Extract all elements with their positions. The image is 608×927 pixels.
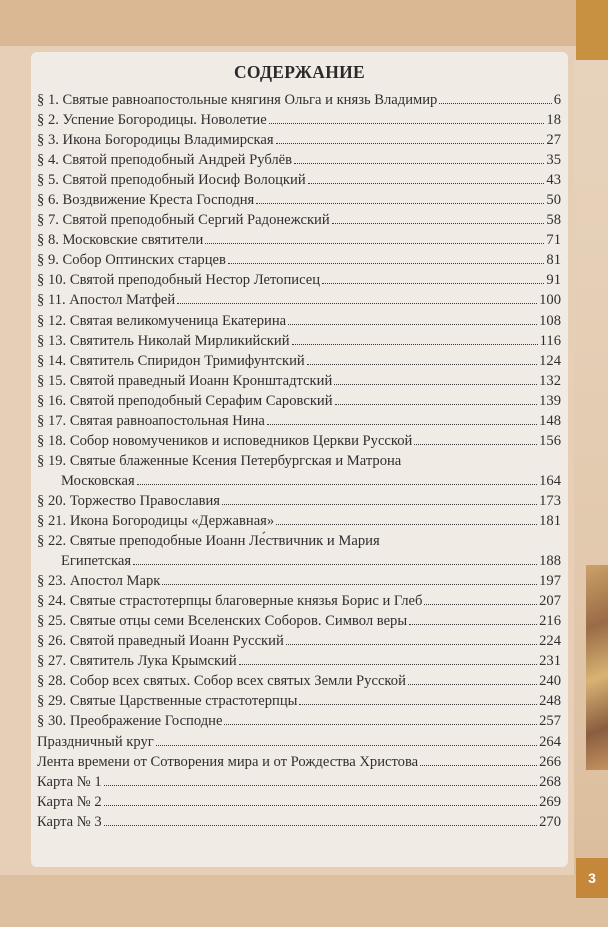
toc-leader-dots	[288, 324, 537, 325]
toc-entry-title: § 6. Воздвижение Креста Господня	[37, 192, 255, 209]
toc-entry-line	[37, 792, 561, 812]
toc-entry-title: § 11. Апостол Матфей	[37, 292, 176, 309]
toc-entry-page: 269	[539, 793, 561, 810]
toc-entry-page: 181	[539, 512, 561, 529]
table-of-contents	[37, 90, 561, 832]
toc-entry-title: Карта № 3	[37, 813, 102, 830]
toc-leader-dots	[137, 484, 537, 485]
toc-entry-page: 124	[539, 352, 561, 369]
toc-entry-page: 257	[539, 713, 561, 730]
toc-leader-dots	[420, 765, 537, 766]
toc-entry-title: Праздничный круг	[37, 733, 154, 750]
toc-leader-dots	[239, 664, 537, 665]
toc-entry-title: § 26. Святой праведный Иоанн Русский	[37, 633, 284, 650]
toc-entry[interactable]	[37, 351, 561, 371]
toc-entry-title: § 7. Святой преподобный Сергий Радонежский	[37, 212, 330, 229]
toc-entry-line	[37, 290, 561, 310]
toc-entry-line	[37, 651, 561, 671]
toc-entry-line	[37, 411, 561, 431]
toc-entry-title: Лента времени от Сотворения мира и от Рождества Христова	[37, 753, 419, 770]
toc-entry-line	[37, 210, 561, 230]
toc-entry-title: § 2. Успение Богородицы. Новолетие	[37, 112, 267, 129]
toc-entry-line	[37, 732, 561, 752]
toc-entry-line	[37, 311, 561, 331]
toc-leader-dots	[156, 745, 537, 746]
toc-entry-page: 148	[539, 412, 561, 429]
toc-entry-page: 116	[539, 332, 561, 349]
page-title: СОДЕРЖАНИЕ	[233, 62, 365, 82]
toc-entry[interactable]	[37, 311, 561, 331]
toc-entry-line	[37, 591, 561, 611]
toc-entry[interactable]	[37, 571, 561, 591]
toc-entry[interactable]	[37, 772, 561, 792]
toc-entry-line	[37, 331, 561, 351]
toc-leader-dots	[424, 604, 537, 605]
toc-entry-page: 156	[539, 432, 561, 449]
toc-leader-dots	[222, 504, 537, 505]
toc-leader-dots	[322, 283, 544, 284]
toc-entry-line	[37, 571, 561, 591]
toc-entry-line	[37, 671, 561, 691]
toc-entry-title: § 29. Святые Царственные страстотерпцы	[37, 693, 298, 710]
toc-leader-dots	[269, 123, 545, 124]
toc-entry-line	[37, 691, 561, 711]
toc-entry-page: 268	[539, 773, 561, 790]
toc-entry[interactable]	[37, 290, 561, 310]
toc-entry-line	[37, 250, 561, 270]
toc-entry-title: § 23. Апостол Марк	[37, 573, 161, 590]
toc-entry-line	[37, 110, 561, 130]
toc-leader-dots	[276, 143, 545, 144]
toc-entry[interactable]	[37, 411, 561, 431]
toc-entry-title: § 17. Святая равноапостольная Нина	[37, 412, 265, 429]
toc-entry-title: § 21. Икона Богородицы «Державная»	[37, 512, 275, 529]
toc-leader-dots	[177, 303, 537, 304]
toc-entry[interactable]	[37, 250, 561, 270]
toc-entry-line	[37, 90, 561, 110]
toc-leader-dots	[276, 524, 537, 525]
toc-entry-page: 224	[539, 633, 561, 650]
toc-entry-page: 188	[539, 553, 561, 570]
toc-entry-line	[37, 711, 561, 731]
toc-entry-line	[37, 511, 561, 531]
toc-entry-page: 173	[539, 492, 561, 509]
toc-entry-page: 35	[546, 152, 561, 169]
toc-leader-dots	[335, 404, 538, 405]
toc-entry-title-continued: Московская	[61, 472, 135, 489]
toc-entry-line	[37, 451, 561, 471]
toc-entry-title: § 5. Святой преподобный Иосиф Волоцкий	[37, 172, 306, 189]
toc-entry-page: 108	[539, 312, 561, 329]
toc-entry-page: 248	[539, 693, 561, 710]
toc-entry[interactable]	[37, 531, 561, 571]
toc-entry-title: § 12. Святая великомученица Екатерина	[37, 312, 287, 329]
toc-leader-dots	[307, 364, 537, 365]
toc-entry-title: § 20. Торжество Православия	[37, 492, 220, 509]
toc-leader-dots	[256, 203, 544, 204]
toc-entry-line	[37, 230, 561, 250]
toc-entry-title: § 3. Икона Богородицы Владимирская	[37, 132, 274, 149]
toc-entry-page: 231	[539, 653, 561, 670]
toc-entry-title: § 27. Святитель Лука Крымский	[37, 653, 237, 670]
toc-leader-dots	[104, 825, 537, 826]
toc-leader-dots	[308, 183, 545, 184]
corner-accent	[576, 0, 608, 60]
toc-entry[interactable]	[37, 431, 561, 451]
toc-entry[interactable]	[37, 371, 561, 391]
contents-panel	[31, 52, 568, 867]
toc-entry-title: § 18. Собор новомучеников и исповедников Церкви Русской	[37, 432, 413, 449]
toc-entry[interactable]	[37, 711, 561, 731]
toc-entry[interactable]	[37, 691, 561, 711]
toc-entry-page: 71	[546, 232, 561, 249]
toc-entry-title: § 19. Святые блаженные Ксения Петербургская и Матрона	[37, 452, 402, 469]
margin-illustration	[586, 565, 608, 770]
toc-entry-title-continued: Египетская	[61, 553, 132, 570]
toc-entry-page: 50	[546, 192, 561, 209]
toc-leader-dots	[267, 424, 537, 425]
toc-entry-line	[37, 391, 561, 411]
toc-entry-title: § 30. Преображение Господне	[37, 713, 223, 730]
toc-entry[interactable]	[37, 270, 561, 290]
toc-leader-dots	[104, 805, 537, 806]
page-number-badge: 3	[576, 858, 608, 898]
toc-entry-page: 207	[539, 593, 561, 610]
toc-entry-page: 264	[539, 733, 561, 750]
toc-entry-page: 100	[539, 292, 561, 309]
toc-entry[interactable]	[37, 210, 561, 230]
toc-entry[interactable]	[37, 732, 561, 752]
toc-leader-dots	[205, 243, 544, 244]
toc-entry[interactable]	[37, 190, 561, 210]
toc-entry-page: 197	[539, 573, 561, 590]
toc-entry-page: 58	[546, 212, 561, 229]
toc-entry[interactable]	[37, 230, 561, 250]
toc-entry-line	[37, 431, 561, 451]
toc-entry[interactable]	[37, 150, 561, 170]
toc-leader-dots	[334, 384, 537, 385]
toc-entry[interactable]	[37, 331, 561, 351]
toc-entry-line	[37, 611, 561, 631]
toc-entry-line	[37, 531, 561, 551]
toc-entry[interactable]	[37, 752, 561, 772]
toc-entry-page: 240	[539, 673, 561, 690]
toc-entry-title: § 28. Собор всех святых. Собор всех святых Земли Русской	[37, 673, 406, 690]
toc-entry-title: § 22. Святые преподобные Иоанн Ле́ствичник и Мария	[37, 533, 380, 550]
bottom-decor-band	[0, 875, 608, 927]
toc-leader-dots	[439, 103, 551, 104]
toc-entry-line	[37, 270, 561, 290]
toc-leader-dots	[299, 704, 537, 705]
toc-entry[interactable]	[37, 391, 561, 411]
toc-entry[interactable]	[37, 611, 561, 631]
toc-entry-line	[37, 190, 561, 210]
toc-entry-page: 139	[539, 392, 561, 409]
toc-leader-dots	[286, 644, 537, 645]
toc-entry-line	[37, 752, 561, 772]
toc-entry[interactable]	[37, 631, 561, 651]
toc-entry-page: 18	[546, 112, 561, 129]
toc-entry[interactable]	[37, 671, 561, 691]
toc-entry-page: 81	[546, 252, 561, 269]
toc-leader-dots	[408, 684, 537, 685]
toc-entry-title: § 14. Святитель Спиридон Тримифунтский	[37, 352, 305, 369]
toc-entry-page: 266	[539, 753, 561, 770]
toc-leader-dots	[414, 444, 537, 445]
toc-entry-line	[37, 551, 561, 571]
toc-entry-title: Карта № 1	[37, 773, 102, 790]
toc-entry-line	[37, 491, 561, 511]
toc-entry-page: 91	[546, 272, 561, 289]
toc-entry-title: § 1. Святые равноапостольные княгиня Ольга и князь Владимир	[37, 92, 438, 108]
toc-entry[interactable]	[37, 511, 561, 531]
toc-entry-title: § 16. Святой преподобный Серафим Саровский	[37, 392, 333, 409]
toc-entry-page: 27	[546, 132, 561, 149]
right-margin-strip	[574, 60, 608, 927]
top-decor-band	[0, 0, 608, 46]
toc-entry-title: § 10. Святой преподобный Нестор Летописец	[37, 272, 321, 289]
toc-entry-page: 43	[546, 172, 561, 189]
toc-entry-line	[37, 471, 561, 491]
toc-entry-title: Карта № 2	[37, 793, 102, 810]
toc-entry-title: § 8. Московские святители	[37, 232, 204, 249]
toc-entry[interactable]	[37, 110, 561, 130]
toc-leader-dots	[332, 223, 545, 224]
toc-entry[interactable]	[37, 792, 561, 812]
toc-leader-dots	[104, 785, 537, 786]
toc-entry-page: 132	[539, 372, 561, 389]
toc-entry-page: 216	[539, 613, 561, 630]
toc-entry-page: 6	[553, 92, 561, 108]
toc-leader-dots	[162, 584, 537, 585]
toc-entry-page: 164	[539, 472, 561, 489]
toc-entry-title: § 13. Святитель Николай Мирликийский	[37, 332, 290, 349]
toc-entry-title: § 25. Святые отцы семи Вселенских Соборов. Символ веры	[37, 613, 408, 630]
toc-entry-title: § 24. Святые страстотерпцы благоверные князья Борис и Глеб	[37, 593, 423, 610]
toc-entry[interactable]	[37, 491, 561, 511]
toc-entry-line	[37, 150, 561, 170]
toc-entry-line	[37, 371, 561, 391]
toc-entry-line	[37, 351, 561, 371]
toc-entry-title: § 4. Святой преподобный Андрей Рублёв	[37, 152, 293, 169]
toc-leader-dots	[294, 163, 544, 164]
toc-entry[interactable]	[37, 651, 561, 671]
toc-entry[interactable]	[37, 591, 561, 611]
toc-entry[interactable]	[37, 812, 561, 832]
toc-entry-line	[37, 170, 561, 190]
toc-leader-dots	[292, 344, 538, 345]
toc-leader-dots	[224, 724, 537, 725]
toc-leader-dots	[228, 263, 545, 264]
toc-leader-dots	[409, 624, 537, 625]
toc-entry[interactable]	[37, 451, 561, 491]
toc-entry-line	[37, 772, 561, 792]
toc-entry[interactable]	[37, 90, 561, 110]
toc-entry-line	[37, 812, 561, 832]
toc-entry-line	[37, 130, 561, 150]
toc-leader-dots	[133, 564, 537, 565]
toc-entry-line	[37, 631, 561, 651]
toc-entry[interactable]	[37, 170, 561, 190]
toc-entry-title: § 9. Собор Оптинских старцев	[37, 252, 226, 269]
toc-entry-title: § 15. Святой праведный Иоанн Кронштадтский	[37, 372, 333, 389]
toc-entry[interactable]	[37, 130, 561, 150]
toc-entry-page: 270	[539, 813, 561, 830]
